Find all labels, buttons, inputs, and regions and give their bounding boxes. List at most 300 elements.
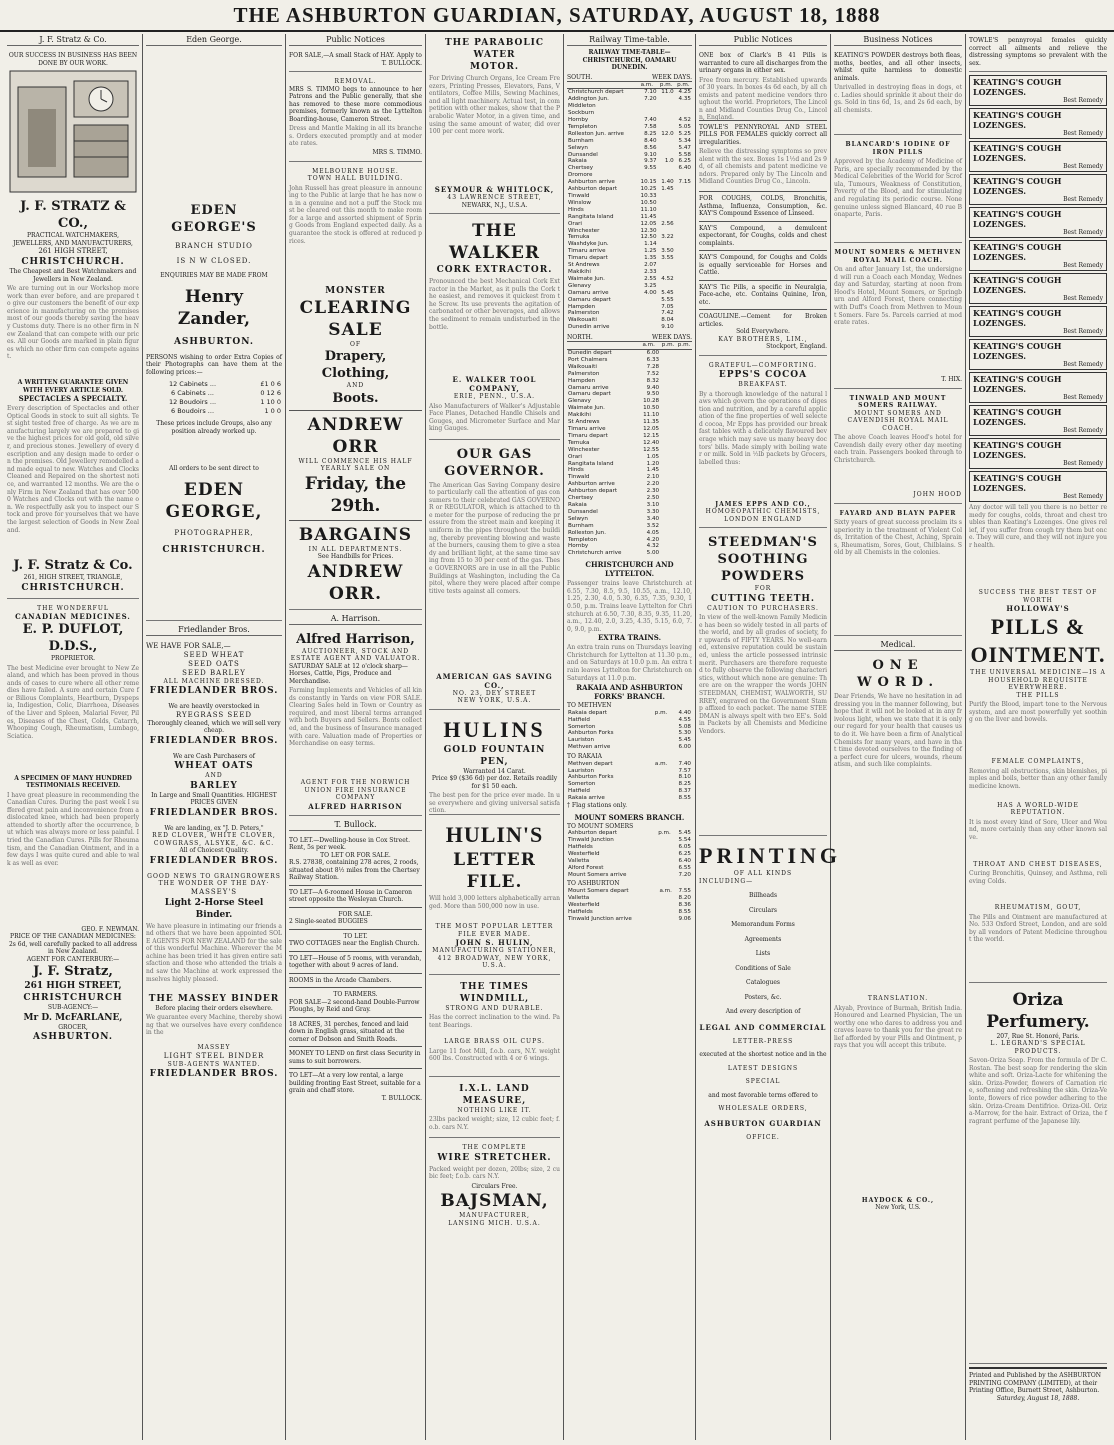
price-row [146, 389, 282, 398]
time-cell [676, 433, 692, 440]
time-cell: 1.45 [646, 467, 660, 474]
bargains: BARGAINS [298, 524, 413, 545]
eden-george-ad [146, 49, 282, 621]
timetable-row [567, 241, 692, 248]
timetable-row [567, 269, 692, 276]
time-cell [675, 200, 692, 207]
station-cell: Rolleston Jun. [568, 529, 606, 536]
time-cell: 5.45 [678, 737, 691, 744]
furrow: FOR SALE—2 second-hand Double-Furrow Ploughs, by Reid and Gray. [289, 998, 420, 1013]
london: LONDON ENGLAND [724, 515, 802, 523]
for-sale: FOR SALE. [338, 910, 373, 918]
time-cell [676, 419, 692, 426]
eden-george: EDEN GEORGE, [165, 479, 263, 522]
time-cell: 1.25 [644, 248, 657, 255]
station-cell: Alford Forest [568, 864, 604, 871]
coach-ad [834, 246, 962, 389]
to-ashburton: TO ASHBURTON [567, 880, 620, 888]
time-cell [676, 543, 692, 550]
timetable-row [567, 96, 692, 103]
friedlander-5: FRIEDLANDER BROS. [149, 1069, 279, 1079]
time-cell [658, 283, 675, 290]
time-cell [651, 837, 671, 844]
timetable-row [567, 433, 692, 440]
landing: We are landing, ex "J. D. Peters," [164, 824, 264, 832]
time-cell [636, 317, 657, 324]
keatings-lozenges-ad [969, 207, 1107, 238]
time-cell [676, 391, 692, 398]
binder: Light 2-Horse Steel Binder. [164, 897, 264, 920]
time-cell [660, 385, 676, 392]
to-rakaia: TO RAKAIA [567, 753, 602, 761]
christchurch: CHRISTCHURCH. [162, 544, 266, 555]
time-cell [675, 110, 692, 117]
time-cell [675, 221, 692, 228]
timetable-row [567, 207, 692, 214]
station-cell: Makikihi [568, 412, 591, 419]
the-pills: THE PILLS [1016, 691, 1060, 699]
station-cell: Hatfields [568, 908, 593, 915]
timetable-row [567, 193, 692, 200]
station-cell: Ashburton depart [568, 186, 618, 193]
time-cell: 8.10 [678, 774, 691, 781]
keatings-lozenges-ad [969, 108, 1107, 139]
melbourne: MELBOURNE HOUSE. [312, 167, 399, 175]
print-item: Circulars [748, 906, 778, 914]
time-cell: 10.28 [643, 398, 660, 405]
time-cell [651, 865, 671, 872]
timetable-row [567, 405, 692, 412]
time-cell [660, 357, 676, 364]
station-cell: Methven arrive [568, 744, 611, 751]
time-cell: 5.55 [661, 296, 674, 303]
lansing: LANSING MICH. U.S.A. [448, 1219, 541, 1227]
price-pen: Price $9 ($36 6d) per doz. Retails readily for $1 50 each. [431, 775, 558, 790]
column-railway [564, 34, 696, 1440]
medicine-ads [699, 49, 827, 356]
body-text: By a thorough knowledge of the natural laws which govern the operations of digestion and nutrition, and by a careful application of the fine properties of well selected cocoa, Mr Epps has provided our breakfast tables with a delicately flavoured beverage which may save us many heavy doctors' bills. Made simply with boiling water or milk. Sold in ½lb packets by Grocers, labelled thus: [699, 390, 827, 466]
station-cell: Oamaru depart [568, 391, 611, 398]
time-cell [658, 152, 675, 159]
best-remedy: Best Remedy [1063, 427, 1103, 434]
time-cell: p.m. [654, 709, 668, 716]
station-cell: Ashburton arrive [568, 179, 615, 186]
body-text: It is most every kind of Sore, Ulcer and Wound, more certainly than any other known salve. [969, 818, 1107, 841]
price-value: 1 0 0 [264, 407, 281, 415]
time-cell [676, 412, 692, 419]
best-remedy: Best Remedy [1063, 361, 1103, 368]
station-cell: Orari [568, 453, 582, 460]
column-header: Public Notices [699, 34, 827, 46]
bullock-ads [289, 834, 422, 1107]
print-item: Catalogues [745, 979, 781, 986]
and: AND [346, 382, 365, 389]
time-cell: 8.56 [644, 144, 657, 151]
time-cell [636, 297, 657, 304]
station-cell: Waikouaiti [568, 317, 597, 324]
mount-cavendish: MOUNT SOMERS AND CAVENDISH ROYAL MAIL COACH. [847, 409, 949, 432]
time-cell [660, 488, 676, 495]
station-cell: Ashburton depart [568, 830, 618, 837]
steedman: STEEDMAN'S [708, 535, 818, 550]
time-cell: 1.40 [661, 179, 674, 186]
agent: AGENT FOR CANTERBURY:— [26, 955, 120, 963]
timetable-row [567, 516, 692, 523]
james-epps: JAMES EPPS AND CO., [715, 500, 811, 508]
keatings-lozenges-ad [969, 174, 1107, 205]
time-cell [636, 324, 657, 331]
body-text: Also Manufacturers of Walker's Adjustable Face Planes, Detached Handle Chisels and Gouges, and Micrometer Surface and Marking Gauges. [429, 402, 560, 433]
time-cell [676, 385, 692, 392]
seed-wheat: SEED WHEAT [183, 650, 245, 659]
time-cell: 8.36 [678, 901, 691, 908]
for: FOR [754, 585, 772, 592]
station-cell: Rakaia [568, 501, 587, 508]
motor: MOTOR. [470, 62, 519, 72]
stockport: Stockport, England. [766, 343, 827, 350]
station-cell: Burnham [568, 522, 594, 529]
time-cell [660, 419, 676, 426]
to-let-4: TO LET—House of 5 rooms, with verandah, together with about 9 acres of land. [289, 954, 422, 969]
time-cell [660, 523, 676, 530]
body-text: Relieve the distressing symptoms so prevalent with the sex. Boxes 1s 1½d and 2s 9d, of all chemists and patent medicine vendors. Prepared only by The Lincoln and Midland Counties Drug Co., Lincoln. [699, 148, 827, 186]
station-cell: Winchester [568, 227, 600, 234]
body-text: Savon-Oriza Soap. From the formula of Dr C. Rostan. The best soap for rendering the skin white and soft. Oriza-Lacte for whitening the skin. Oriza-Powder, flowers of Carnation rice, softening and refreshing the skin. Oriza-Velonte, flowers of rice powder adhering to the skin. Oriza-Cream Dentifrice. Oriza-Oil. Oriza-Marrow, for the hair. Extract of Oriza, the fragrant perfume of the Japanese lily. [969, 1057, 1107, 1125]
hulins-letter: HULIN'S [445, 822, 544, 847]
good-news: GOOD NEWS TO GRAINGROWERS [147, 872, 281, 880]
time-cell: 2.07 [644, 262, 657, 269]
body-text: Akyab, Province of Burmah, British India. Honoured and Learned Physician, The unworthy one who dares to address you and craves leave to thank you for the great relief afforded by your Pills and Ointment, prays that you will accept this tribute. [834, 1004, 963, 1050]
bullock-sign: T. BULLOCK. [381, 59, 422, 67]
time-cell: 7.10 [644, 89, 657, 96]
signed: GEO. F. NEWMAN. [81, 925, 139, 933]
time-cell [645, 781, 669, 788]
strong: STRONG AND DURABLE. [445, 1004, 544, 1012]
column-stratz [4, 34, 143, 1440]
time-cell [676, 447, 692, 454]
station-cell: Oamaru depart [568, 296, 611, 303]
time-cell [676, 481, 692, 488]
sub-agency: SUB-AGENCY:— [47, 1004, 99, 1011]
shopfront-illustration [7, 69, 139, 194]
body-text: I have great pleasure in recommending the Canadian Cures. During the past week I suffered great pain and inconvenience from a dislocated knee, which had been properly attended to shortly after the occurrence, but which was always more or less painful. I tried the Canadian Cures. Pills for Rheumatism, and the Canadian Ointment, and in a few days I was quite cured and able to walk as well as ever. [7, 791, 139, 867]
time-cell [676, 357, 692, 364]
friday: Friday, the 29th. [304, 473, 407, 516]
station-cell: Winchester [568, 446, 600, 453]
column-header: Business Notices [834, 34, 962, 46]
american-gas: AMERICAN GAS SAVING CO., [436, 671, 553, 690]
station-cell: Rakaia arrive [568, 795, 605, 802]
price-item: 12 Cabinets ... [168, 380, 217, 388]
keatings-lozenges-ad [969, 273, 1107, 304]
mount-somers: MOUNT SOMERS & METHVEN ROYAL MAIL COACH. [834, 249, 962, 264]
cottages: TWO COTTAGES near the English Church. [289, 940, 420, 947]
alfred-2: ALFRED HARRISON [308, 801, 403, 811]
time-cell: 8.55 [678, 795, 691, 802]
to-mount: TO MOUNT SOMERS [567, 822, 634, 830]
rakaia-branch: RAKAIA AND ASHBURTON FORKS' BRANCH. [576, 683, 683, 702]
time-cell [651, 851, 671, 858]
station-cell: Temuka [568, 439, 590, 446]
station-cell: Ashburton depart [568, 488, 618, 495]
timetable-row [567, 324, 692, 331]
station-cell: Timaru arrive [568, 426, 606, 432]
timetable-row [567, 110, 692, 117]
oriza-addr: 207, Rue St. Honoré, Paris. [996, 1032, 1080, 1040]
keatings-title: KEATING'S COUGH LOZENGES. [973, 341, 1062, 361]
body-text: Sixty years of great success proclaim its superiority in the treatment of Violent Colds, Irritation of the Chest, Aching, Sprains, Rheumatism, Sores, Gout, Chilblains. Sold by all Chemists in the colonies. [834, 519, 962, 557]
newark: NEWARK, N.J., U.S.A. [461, 201, 528, 209]
price-item: 6 Boudoirs ... [171, 407, 215, 415]
spectacles: SPECTACLES A SPECIALTY. [18, 394, 128, 403]
station-cell: Dunedin arrive [568, 324, 610, 331]
brass: LARGE BRASS OIL CUPS. [444, 1038, 545, 1045]
hix: T. HIX. [941, 376, 962, 383]
time-cell: 3.10 [646, 501, 660, 508]
keatings-title: KEATING'S COUGH LOZENGES. [973, 440, 1062, 460]
timetable-row [567, 909, 692, 916]
south-label: SOUTH. [567, 73, 593, 81]
time-cell [658, 269, 675, 276]
canadian-title: CANADIAN MEDICINES. [15, 612, 131, 621]
timetable-row [567, 523, 692, 530]
time-cell [658, 214, 675, 221]
time-cell [654, 909, 673, 916]
time-cell [676, 378, 692, 385]
print-item: Memorandum Forms [731, 921, 795, 928]
timetable-row [567, 186, 692, 193]
time-cell [675, 186, 692, 193]
timetable-row [567, 495, 692, 502]
ny: NEW YORK, U.S.A. [457, 697, 532, 704]
soothing: SOOTHING [717, 552, 809, 567]
harrison-ad [289, 628, 422, 816]
section-header: A. Harrison. [289, 613, 422, 625]
time-cell: 1.35 [644, 255, 657, 262]
success: SUCCESS THE BEST TEST OF WORTH [978, 589, 1098, 604]
station-cell: Hornby [568, 543, 589, 550]
time-cell [651, 844, 671, 851]
station-cell: Glenavy [568, 282, 591, 289]
special: SPECIAL [745, 1078, 781, 1085]
timetable-row [567, 412, 692, 419]
friedlander-ad [146, 639, 282, 1085]
best-remedy: Best Remedy [1063, 97, 1103, 104]
hay-ad [289, 49, 422, 72]
one-word: ONE WORD. [856, 658, 940, 690]
station-cell: Tinwald [568, 193, 590, 199]
column-eden-friedlander [143, 34, 286, 1440]
ashburton: ASHBURTON. [32, 1032, 114, 1042]
persons: PERSONS wishing to order Extra Copies of their Photographs can have them at the following prices:— [146, 353, 282, 376]
column-header: J. F. Stratz & Co. [7, 34, 139, 46]
body-text: On and after January 1st, the undersigned will run a Coach each Monday, Wednesday and Saturday, starting at noon from Hood's Hotel, Mount Somers, or Springburn and Alford Forest, there connecting with Duff's Coach from Methven to Mount Somers. Fare 5s. Parcels carried at moderate rates. [834, 266, 962, 327]
hay: FOR SALE,—A small Stack of HAY. Apply to [289, 52, 422, 59]
removal: REMOVAL. [334, 78, 377, 85]
wonder: THE WONDER OF THE DAY· [158, 880, 270, 887]
time-cell [660, 405, 676, 412]
time-cell: 2.50 [646, 495, 660, 502]
in-all: IN ALL DEPARTMENTS. [308, 545, 403, 553]
body-text: Unrivalled in destroying fleas in dogs, etc. Ladies should sprinkle it about their dogs. Sold in tins 6d, 1s, and 2s 6d each, by all chemists. [834, 84, 962, 114]
time-cell: 5.54 [678, 837, 691, 843]
station-cell: Timaru arrive [568, 248, 606, 255]
best-remedy: Best Remedy [1063, 163, 1103, 170]
week-days-label: WEEK DAYS. [652, 73, 692, 81]
time-cell: 6.33 [646, 356, 660, 363]
time-cell [658, 241, 675, 248]
time-cell: 8.25 [678, 781, 691, 788]
station-cell: Winslow [568, 199, 591, 206]
time-cell: 7.20 [678, 871, 691, 878]
time-cell [658, 200, 675, 207]
time-cell [675, 241, 692, 248]
clearing: CLEARING SALE [299, 297, 412, 340]
timetable-row [567, 317, 692, 324]
timetable-row [567, 537, 692, 544]
markets: In Large and Small Quantities. HIGHEST PRICES GIVEN [151, 791, 277, 806]
station-cell: Palmerston [568, 370, 600, 377]
timetable-row [567, 131, 692, 138]
station-cell: Templeton [568, 123, 598, 130]
time-cell [658, 138, 675, 145]
stratz-ad [7, 49, 139, 599]
cash: We are Cash Purchasers of [173, 752, 255, 760]
time-cell: 4.35 [678, 96, 691, 103]
holloway: HOLLOWAY'S [1006, 604, 1070, 613]
wholesale: WHOLESALE ORDERS, [718, 1105, 808, 1112]
tinwald: TINWALD AND MOUNT SOMERS RAILWAY. [849, 394, 947, 409]
time-cell [675, 172, 692, 179]
kays-1: KAY'S Compound, a demulcent expectorant, for Coughs, colds and chest complaints. [699, 224, 827, 247]
best-remedy: Best Remedy [1063, 460, 1103, 467]
time-cell [651, 858, 671, 865]
station-cell: Waikouaiti [568, 363, 597, 370]
time-cell: 5.05 [678, 123, 691, 130]
bajsman: BAJSMAN, [440, 1191, 549, 1211]
dey: NO. 23, DEY STREET [452, 689, 537, 697]
time-cell [676, 440, 692, 447]
time-cell [676, 474, 692, 481]
time-cell [651, 872, 671, 879]
section-header: Friedlander Bros. [146, 624, 282, 636]
farmers: TO FARMERS. [333, 991, 378, 998]
time-cell [660, 550, 676, 557]
timetable-row [567, 283, 692, 290]
time-cell: 9.40 [646, 384, 660, 391]
time-cell: 2.56 [661, 220, 674, 227]
keatings-lozenges-ad [969, 372, 1107, 403]
body-text: We guarantee every Machine, thereby showing that we ourselves have every confidence in the [146, 1014, 282, 1037]
keatings-lozenges-ad [969, 141, 1107, 172]
time-cell [654, 902, 673, 909]
land-measure-ad [429, 1080, 560, 1139]
time-cell: 8.40 [644, 137, 657, 144]
time-cell [660, 495, 676, 502]
executed: executed at the shortest notice and in the [699, 1051, 827, 1058]
timetable-row [567, 165, 692, 172]
body-text: John Russell has great pleasure in announcing to the Public at large that he has now on in a genuine and not a puff the Stock must be cleared out this month to make room for a large and assorted shipment of Spring Goods from England expected daily. As a guarantee the stock is offered at reduced prices. [289, 184, 422, 245]
station-cell: Hornby [568, 117, 589, 124]
column-heading: p.m. [675, 81, 692, 89]
bullock-sign: T. BULLOCK. [381, 1094, 422, 1102]
time-cell [675, 317, 692, 324]
world: HAS A WORLD-WIDE REPUTATION. [997, 801, 1079, 816]
firm-sub: PRACTICAL WATCHMAKERS, JEWELLERS, AND MANUFACTURERS, [13, 232, 133, 247]
time-cell: 7.28 [646, 363, 660, 370]
column-heading: a.m. [637, 342, 660, 350]
ashburton-timetable [567, 888, 692, 923]
print-item: Billheads [748, 892, 778, 899]
station-cell: Chertsey [568, 495, 594, 502]
time-cell [660, 509, 676, 516]
time-cell [660, 502, 676, 509]
station-cell: Makikihi [568, 268, 591, 275]
broadway: 412 BROADWAY, NEW YORK, U.S.A. [437, 954, 552, 969]
station-cell: Hatfields [568, 843, 593, 850]
time-cell [660, 461, 676, 468]
railway-title: RAILWAY TIME-TABLE—CHRISTCHURCH, OAMARU DUNEDIN. [582, 49, 677, 71]
station-cell: Rakaia depart [568, 709, 607, 716]
body-text: Pronounced the best Mechanical Cork Extractor in the Market, as it pulls the Cork the easiest, and removes it quickest from the Screw. Its use prevents the agitation of carbonated or other beverages, and allows the sediment to remain undisturbed in the bottle. [429, 278, 560, 331]
best-remedy: Best Remedy [1063, 328, 1103, 335]
timetable-row [567, 851, 692, 858]
homoeo: HOMOEOPATHIC CHEMISTS, [705, 508, 821, 515]
section-header: Medical. [834, 639, 962, 651]
to-let-2: TO LET—A 6-roomed House in Cameron street opposite the Wesleyan Church. [289, 888, 413, 903]
timetable-row [567, 310, 692, 317]
agent-for: AGENT FOR THE NORWICH UNION FIRE INSURANCE COMPANY [300, 779, 411, 801]
time-cell: 7.42 [661, 310, 674, 317]
timetable-row [567, 454, 692, 461]
time-cell [660, 543, 676, 550]
have-for-sale: WE HAVE FOR SALE,— [146, 641, 231, 650]
letter-file-ad [429, 818, 560, 975]
time-cell: 4.32 [646, 543, 660, 550]
time-cell [675, 290, 692, 297]
time-cell: 3.50 [661, 248, 674, 255]
time-cell: 2.55 [644, 275, 657, 282]
timetable-row [567, 228, 692, 235]
time-cell: 12.0 [661, 130, 674, 137]
column-heading: p.m. [677, 342, 691, 349]
pen-ad [429, 713, 560, 816]
time-cell: 7.58 [644, 123, 657, 130]
grocer: GROCER, [58, 1023, 88, 1031]
rs: R.S. 27838, containing 278 acres, 2 roods, situated about 8½ miles from the Chertsey Railway Station. [289, 859, 420, 881]
gas-ad [429, 443, 560, 710]
kays-3: KAY'S Tic Pills, a specific in Neuralgia, Face-ache, etc. Contains Quinine, Iron, etc. [699, 283, 827, 306]
station-cell: Timaru depart [568, 255, 608, 262]
time-cell [676, 488, 692, 495]
time-cell [675, 269, 692, 276]
office-2: OFFICE. [746, 1133, 780, 1141]
station-cell: Rakaia [568, 158, 587, 165]
time-cell [675, 193, 692, 200]
time-cell [658, 207, 675, 214]
body-text: Dress and Mantle Making in all its branches. Orders executed promptly and at moderate rates. [289, 125, 422, 148]
and: AND [205, 772, 223, 779]
time-cell: 4.25 [678, 89, 691, 96]
time-cell [676, 550, 692, 557]
time-cell [676, 495, 692, 502]
best-remedy: Best Remedy [1063, 262, 1103, 269]
canadian-medicines-ad [7, 602, 139, 1048]
body-text: An extra train runs on Thursdays leaving Christchurch for Lyttelton at 11.30 p.m., and on Saturdays at 10.0 p.m. An extra train leaves Lyttelton for Christchurch on Saturdays at 11.0 p.m. [567, 644, 692, 682]
oriza-ad [969, 986, 1107, 1365]
keatings-title: KEATING'S COUGH LOZENGES. [973, 77, 1062, 97]
cowgrass: COWGRASS, ALSYKE, &C. &C. [153, 839, 275, 847]
